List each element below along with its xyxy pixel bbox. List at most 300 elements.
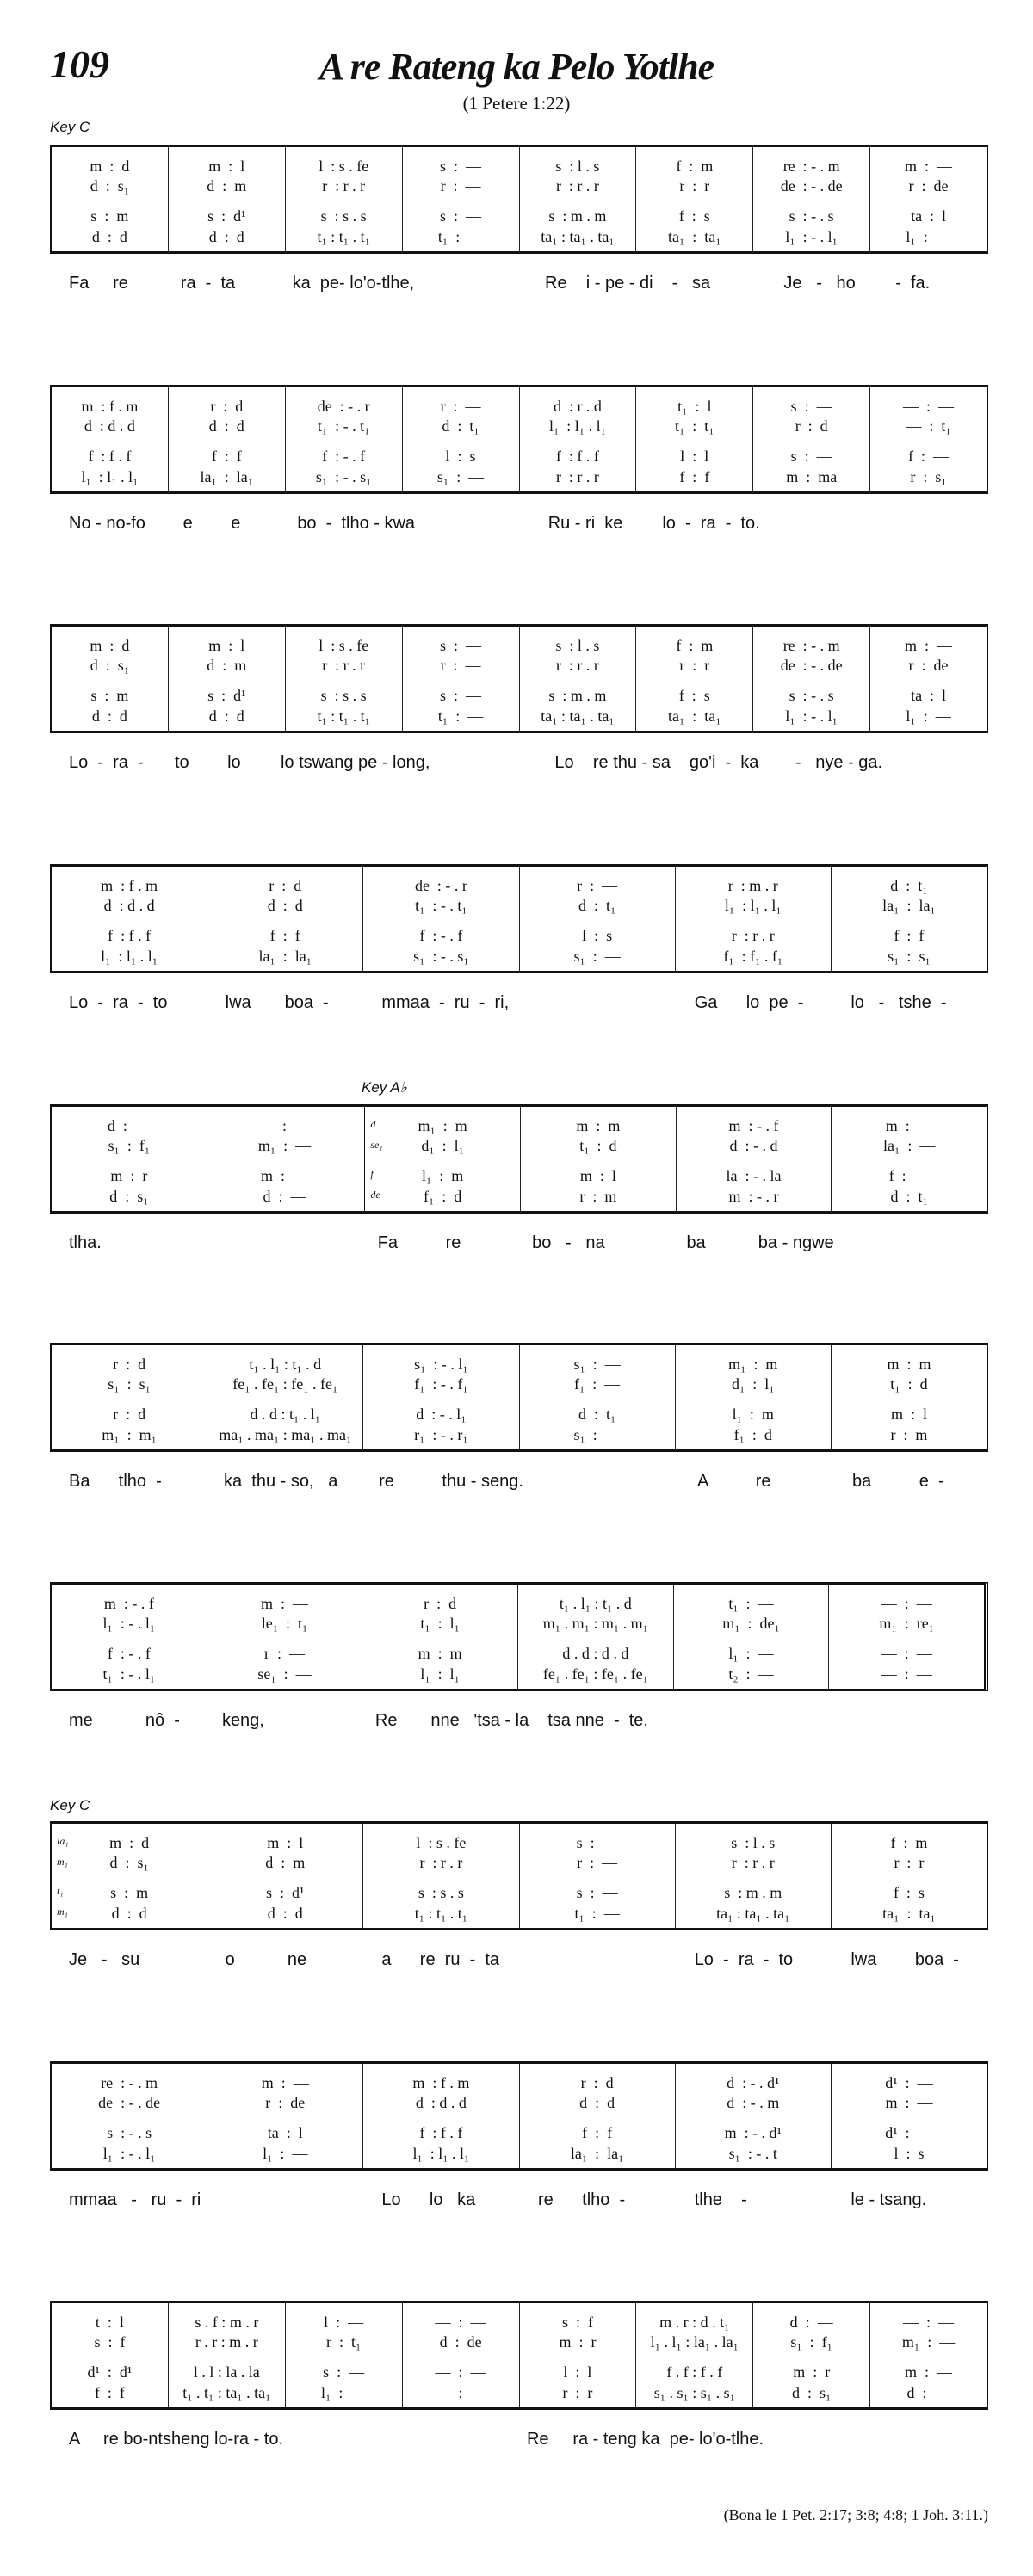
bass-part: l₁ : l₁ . l₁: [101, 948, 158, 965]
alto-part: d₁ : l₁: [731, 1375, 775, 1393]
measure: [207, 867, 362, 971]
lyric-segment: [204, 1233, 358, 1253]
soprano-part: r : d: [269, 877, 302, 894]
lyric-segment: re thu - seng.: [379, 1472, 523, 1491]
staff-box: [50, 624, 988, 733]
alto-part: d : t₁: [442, 417, 479, 435]
lyric-segment: ra - ta: [180, 274, 236, 293]
lyric-segment: [519, 993, 676, 1013]
lyric-segment: re tlho -: [538, 2190, 626, 2209]
bass-part: d : d: [267, 1905, 303, 1922]
measure: [285, 147, 402, 251]
lyric-segment: Je - ho: [783, 274, 856, 293]
alto-part: t₁ : l₁: [420, 1615, 460, 1632]
soprano-part: s . f : m . r: [195, 2313, 259, 2331]
alto-part: s₁ : s₁: [108, 1375, 151, 1393]
staff-box: [50, 145, 988, 254]
tenor-part: r : —: [264, 1645, 305, 1662]
alto-part: r : r . r: [555, 657, 599, 674]
tenor-part: la : - . la: [726, 1167, 782, 1184]
alto-part: r : r . r: [731, 1854, 775, 1871]
measure: [869, 387, 987, 491]
bass-part: d : t₁: [890, 1188, 928, 1205]
soprano-part: f : m: [890, 1834, 928, 1851]
soprano-part: — : —: [903, 398, 955, 415]
alto-part: m₁ : de₁: [722, 1615, 780, 1632]
soprano-part: d : - . d¹: [727, 2074, 780, 2091]
measure: [402, 627, 519, 731]
measure: [168, 387, 285, 491]
bass-part: t₁ : t₁ . t₁: [414, 1905, 468, 1922]
tenor-part: s : - . s: [789, 687, 834, 704]
alto-part: m : —: [885, 2094, 933, 2111]
alto-part: s : f: [94, 2333, 126, 2351]
alto-part: t₁ : - . t₁: [415, 897, 467, 914]
tenor-part: s : m . m: [724, 1884, 782, 1901]
tenor-part: s : —: [440, 687, 482, 704]
tenor-part: f : f . f: [108, 927, 152, 944]
bass-part: ta₁ : ta₁: [668, 707, 721, 725]
alto-part: d : - . d: [729, 1137, 778, 1154]
soprano-part: r : d: [210, 398, 244, 415]
measure: [519, 1345, 675, 1449]
alto-part: r : —: [440, 177, 481, 195]
bass-part: s₁ : - . s₁: [413, 948, 469, 965]
soprano-part: m : l: [267, 1834, 304, 1851]
bass-part: la₁ : la₁: [570, 2145, 624, 2162]
measure: [362, 1345, 518, 1449]
lyric-segment: [414, 274, 526, 293]
tenor-part: l . l : la . la: [193, 2363, 260, 2381]
alto-part: r : —: [440, 657, 481, 674]
lyric-segment: [207, 2190, 363, 2210]
soprano-part: — : —: [903, 2313, 955, 2331]
soprano-part: m₁ : m: [728, 1356, 778, 1373]
modulation-mark: se₁: [370, 1139, 383, 1151]
alto-part: r . r : m . r: [195, 2333, 258, 2351]
bass-part: s₁ : —: [573, 1426, 621, 1443]
bass-part: ta₁ : ta₁ . ta₁: [541, 228, 615, 245]
bass-part: t₁ : —: [574, 1905, 620, 1922]
bass-part: s₁ . s₁ : s₁ . s₁: [653, 2384, 735, 2401]
alto-part: f₁ : - . f₁: [414, 1375, 468, 1393]
tenor-part: l : l: [563, 2363, 592, 2381]
soprano-part: r : —: [577, 877, 618, 894]
alto-part: r : r . r: [322, 177, 366, 195]
measure: [635, 2303, 752, 2407]
measure: [207, 1585, 362, 1689]
staff-box: [50, 2061, 988, 2171]
tenor-part: f : - . f: [419, 927, 463, 944]
staff-box: [50, 864, 988, 973]
modulation-mark: m₁: [57, 1906, 68, 1918]
tenor-part: d : t₁: [578, 1405, 616, 1423]
soprano-part: m : - . f: [728, 1117, 779, 1134]
alto-part: d : m: [207, 657, 247, 674]
tenor-part: s : m: [90, 207, 129, 225]
lyric-segment: [433, 2430, 508, 2449]
tenor-part: s : —: [440, 207, 482, 225]
measure: [831, 867, 987, 971]
measure: [362, 867, 518, 971]
soprano-part: s : l . s: [555, 158, 600, 175]
soprano-part: m : f . m: [412, 2074, 470, 2091]
alto-part: d : d: [267, 897, 303, 914]
bass-part: f₁ : d: [424, 1188, 462, 1205]
modulation-mark: t₁: [57, 1885, 64, 1897]
lyric-segment: me nô -: [69, 1711, 180, 1730]
lyric-segment: Lo lo ka: [381, 2190, 476, 2209]
lyric-segment: Ba tlho -: [69, 1472, 162, 1491]
measure: [831, 1107, 987, 1211]
measure: [635, 387, 752, 491]
tenor-part: f : f . f: [88, 448, 132, 465]
measure: [673, 1585, 829, 1689]
bass-part: d : s₁: [109, 1188, 149, 1205]
hymn-title: A re Rateng ka Pelo Yotlhe: [319, 46, 714, 88]
staff-box: [50, 2301, 988, 2410]
alto-part: d : d . d: [84, 417, 135, 435]
tenor-part: f : f: [582, 2124, 613, 2141]
bass-part: la₁ : la₁: [258, 948, 312, 965]
music-system: [50, 145, 988, 293]
lyric-segment: bo - na: [532, 1233, 605, 1252]
tenor-part: l : s: [445, 448, 476, 465]
lyric-segment: Lo - ra - to: [69, 993, 168, 1012]
measure: [675, 1824, 831, 1928]
alto-part: d : d . d: [415, 2094, 467, 2111]
measure: [519, 867, 675, 971]
lyric-segment: ka pe- lo'o-tlhe,: [292, 274, 415, 293]
measure: [828, 1585, 984, 1689]
measure: [168, 627, 285, 731]
measure: [52, 1107, 207, 1211]
tenor-part: r : d: [113, 1405, 146, 1423]
alto-part: t₁ : d: [890, 1375, 928, 1393]
bass-part: ta₁ : ta₁: [668, 228, 721, 245]
bass-part: r : m: [890, 1426, 928, 1443]
measure: [869, 627, 987, 731]
alto-part: t₁ : - . t₁: [317, 417, 370, 435]
soprano-part: r : d: [113, 1356, 146, 1373]
lyrics-line: [50, 2190, 988, 2210]
soprano-part: m : d: [90, 637, 130, 654]
soprano-part: m : f . m: [81, 398, 139, 415]
soprano-part: d : —: [107, 1117, 151, 1134]
alto-part: f₁ : —: [573, 1375, 621, 1393]
measure: [168, 2303, 285, 2407]
footnote: (Bona le 1 Pet. 2:17; 3:8; 4:8; 1 Joh. 3:11.): [723, 2506, 988, 2523]
alto-part: r : r: [679, 177, 710, 195]
lyric-segment: [283, 2430, 358, 2449]
bass-part: r : r: [562, 2384, 593, 2401]
lyrics-line: [50, 1711, 988, 1731]
tenor-part: f : f: [269, 927, 300, 944]
lyric-segment: Re i - pe - di: [545, 274, 653, 293]
measure: [402, 147, 519, 251]
alto-part: d : d: [208, 417, 244, 435]
bass-part: — : —: [881, 1665, 932, 1683]
bass-part: s₁ : - . s₁: [315, 468, 372, 485]
music-system: [50, 1821, 988, 1969]
soprano-part: s : —: [440, 158, 482, 175]
bass-part: r₁ : - . r₁: [414, 1426, 468, 1443]
tenor-part: m : —: [261, 1167, 309, 1184]
lyric-segment: [913, 2430, 988, 2449]
lyric-segment: [358, 2430, 433, 2449]
soprano-part: d : —: [789, 2313, 833, 2331]
alto-part: t₁ : d: [579, 1137, 617, 1154]
soprano-part: — : —: [881, 1595, 932, 1612]
lyric-segment: le - tsang.: [851, 2190, 927, 2209]
lyric-segment: bo - tlho - kwa: [297, 514, 416, 533]
tenor-part: ta : l: [911, 207, 947, 225]
bass-part: r : s₁: [910, 468, 947, 485]
bass-part: d : —: [263, 1188, 306, 1205]
lyric-segment: No - no-fo: [69, 514, 145, 533]
bass-part: d : d: [208, 707, 244, 725]
lyric-segment: [430, 753, 535, 773]
modulation-mark: f: [370, 1168, 374, 1180]
alto-part: l₁ . l₁ : la₁ . la₁: [650, 2333, 739, 2351]
tenor-part: m : m: [418, 1645, 462, 1662]
tenor-part: s : - . s: [789, 207, 834, 225]
tenor-part: ta : l: [267, 2124, 303, 2141]
lyric-segment: tlha.: [69, 1233, 102, 1252]
bass-part: l₁ : l₁ . l₁: [81, 468, 139, 485]
soprano-part: m : —: [885, 1117, 933, 1134]
alto-part: r : r . r: [322, 657, 366, 674]
alto-part: d : m: [265, 1854, 306, 1871]
lyrics-line: [50, 274, 988, 293]
tenor-part: f : f . f: [419, 2124, 463, 2141]
lyric-segment: Je - su: [69, 1950, 140, 1969]
alto-part: de : - . de: [780, 177, 843, 195]
scripture-reference: (1 Petere 1:22): [462, 93, 571, 114]
soprano-part: m : —: [905, 158, 953, 175]
lyric-segment: [519, 1950, 676, 1970]
soprano-part: d : t₁: [890, 877, 928, 894]
tenor-part: l₁ : m: [732, 1405, 774, 1423]
bass-part: ta₁ : ta₁ . ta₁: [541, 707, 615, 725]
tenor-part: f . f : f . f: [666, 2363, 723, 2381]
hymn-number: 109: [50, 42, 109, 86]
lyric-segment: [882, 753, 988, 773]
soprano-part: t₁ . l₁ : t₁ . d: [249, 1356, 322, 1373]
soprano-part: l : s . fe: [319, 637, 369, 654]
staff-box: [50, 1104, 988, 1214]
lyric-segment: to lo: [174, 753, 241, 772]
bass-part: f : f: [679, 468, 710, 485]
soprano-part: t₁ . l₁ : t₁ . d: [559, 1595, 632, 1612]
lyric-segment: [523, 1472, 678, 1492]
tenor-part: s : m . m: [548, 687, 607, 704]
soprano-part: s : —: [440, 637, 482, 654]
bass-part: s₁ : —: [573, 948, 621, 965]
measure: [831, 1345, 987, 1449]
measure: [752, 387, 869, 491]
modulation-mark: la₁: [57, 1835, 69, 1847]
bass-part: d : d: [91, 228, 127, 245]
lyrics-line: [50, 2430, 988, 2449]
soprano-part: m : —: [261, 1595, 309, 1612]
modulation-mark: m₁: [57, 1856, 68, 1868]
soprano-part: l : s . fe: [416, 1834, 467, 1851]
lyric-segment: [838, 2430, 913, 2449]
measure: [519, 2303, 636, 2407]
measure: [362, 1824, 518, 1928]
modulation-mark: d: [370, 1118, 376, 1130]
alto-part: l₁ : l₁ . l₁: [549, 417, 606, 435]
lyric-segment: A re: [696, 1472, 771, 1491]
bass-part: d : —: [906, 2384, 950, 2401]
lyric-segment: a re ru - ta: [381, 1950, 500, 1969]
alto-part: d₁ : l₁: [421, 1137, 464, 1154]
alto-part: r : —: [577, 1854, 618, 1871]
key-signature: Key C: [50, 119, 90, 135]
alto-part: d : d . d: [103, 897, 155, 914]
alto-part: r : de: [265, 2094, 306, 2111]
tenor-part: f : - . f: [322, 448, 366, 465]
music-system: [50, 624, 988, 772]
measure: [362, 2064, 518, 2168]
measure: [52, 387, 168, 491]
tenor-part: l₁ : m: [422, 1167, 464, 1184]
soprano-part: s : —: [790, 398, 832, 415]
tenor-part: s : —: [576, 1884, 618, 1901]
tenor-part: s : m: [90, 687, 129, 704]
tenor-part: s : m: [110, 1884, 149, 1901]
tenor-part: f : - . f: [107, 1645, 151, 1662]
music-system: [50, 1104, 988, 1252]
tenor-part: f : f . f: [555, 448, 599, 465]
bass-part: ta₁ : ta₁ . ta₁: [716, 1905, 790, 1922]
soprano-part: m : l: [208, 637, 245, 654]
measure: [362, 1585, 517, 1689]
measure: [675, 867, 831, 971]
tenor-part: m : r: [110, 1167, 148, 1184]
lyrics-line: [50, 1472, 988, 1492]
lyric-segment: [835, 1711, 988, 1731]
alto-part: r : r . r: [555, 177, 599, 195]
lyric-segment: Ru - ri ke: [547, 514, 623, 533]
tenor-part: d : - . l₁: [416, 1405, 467, 1423]
music-system: [50, 2301, 988, 2449]
soprano-part: t : l: [95, 2313, 124, 2331]
soprano-part: re : - . m: [782, 637, 840, 654]
measure: [207, 2064, 362, 2168]
alto-part: l₁ : - . l₁: [102, 1615, 156, 1632]
measure: [520, 1107, 676, 1211]
alto-part: la₁ : —: [883, 1137, 936, 1154]
bass-part: f₁ : f₁ . f₁: [723, 948, 783, 965]
bass-part: l₁ : l₁ . l₁: [412, 2145, 470, 2162]
soprano-part: s : —: [576, 1834, 618, 1851]
measure: [676, 1107, 832, 1211]
lyric-segment: lo - tshe -: [851, 993, 947, 1012]
lyrics-line: [50, 753, 988, 773]
soprano-part: s : l . s: [731, 1834, 776, 1851]
soprano-part: r : d: [580, 2074, 614, 2091]
tenor-part: s : —: [323, 2363, 365, 2381]
bass-part: d : d: [91, 707, 127, 725]
tenor-part: l₁ : —: [728, 1645, 774, 1662]
alto-part: r : de: [908, 657, 949, 674]
alto-part: m₁ : re₁: [879, 1615, 934, 1632]
staff-box: [50, 385, 988, 494]
alto-part: d : de: [439, 2333, 482, 2351]
key-signature: Key C: [50, 1797, 90, 1813]
bass-part: l₁ : —: [321, 2384, 367, 2401]
lyric-segment: A re bo-ntsheng lo-ra - to.: [69, 2430, 284, 2449]
soprano-part: l : s . fe: [319, 158, 369, 175]
alto-part: m₁ : —: [901, 2333, 956, 2351]
lyric-segment: Lo - ra -: [69, 753, 144, 772]
tenor-part: f : s: [678, 207, 710, 225]
tenor-part: s : d¹: [207, 207, 246, 225]
measure: [52, 867, 207, 971]
measure: [635, 627, 752, 731]
tenor-part: m : —: [905, 2363, 953, 2381]
soprano-part: t₁ : l: [677, 398, 712, 415]
alto-part: d : s₁: [90, 177, 130, 195]
tenor-part: l : s: [582, 927, 613, 944]
bass-part: d : d: [111, 1905, 147, 1922]
bass-part: m₁ : m₁: [102, 1426, 157, 1443]
measure: [285, 627, 402, 731]
lyric-segment: [834, 1233, 988, 1253]
measure: [519, 2064, 675, 2168]
lyric-segment: Re nne 'tsa - la: [374, 1711, 529, 1730]
tenor-part: s : s . s: [418, 1884, 464, 1901]
measure: [517, 1585, 673, 1689]
bass-part: d : s₁: [792, 2384, 832, 2401]
lyric-segment: [874, 514, 988, 534]
bass-part: f : f: [94, 2384, 125, 2401]
measure: [52, 1824, 207, 1928]
lyrics-line: [50, 514, 988, 534]
key-signature: Key A♭: [362, 1079, 407, 1096]
soprano-part: f : m: [676, 158, 714, 175]
bass-part: l₁ : - . l₁: [102, 2145, 156, 2162]
alto-part: la₁ : la₁: [882, 897, 936, 914]
measure: [52, 1345, 207, 1449]
lyrics-line: [50, 1950, 988, 1970]
soprano-part: s₁ : - . l₁: [414, 1356, 468, 1373]
lyric-segment: o ne: [225, 1950, 307, 1969]
soprano-part: m : l: [208, 158, 245, 175]
measure: [402, 387, 519, 491]
tenor-part: s : s . s: [320, 207, 367, 225]
alto-part: m₁ : —: [257, 1137, 312, 1154]
bass-part: t₁ : - . l₁: [102, 1665, 156, 1683]
lyric-segment: Fa re: [69, 274, 128, 293]
tenor-part: m : r: [793, 2363, 831, 2381]
soprano-part: f : m: [676, 637, 714, 654]
lyrics-line: [50, 993, 988, 1013]
lyric-segment: ka thu - so, a: [224, 1472, 338, 1491]
lyric-segment: tsa nne - te.: [547, 1711, 648, 1730]
measure: [285, 387, 402, 491]
measure: [52, 2303, 168, 2407]
tenor-part: — : —: [881, 1645, 932, 1662]
alto-part: de : - . de: [780, 657, 843, 674]
soprano-part: r : —: [440, 398, 481, 415]
bass-part: la₁ : la₁: [200, 468, 254, 485]
measure: [402, 2303, 519, 2407]
bass-part: m : - . r: [728, 1188, 779, 1205]
alto-part: t₁ : t₁: [675, 417, 714, 435]
